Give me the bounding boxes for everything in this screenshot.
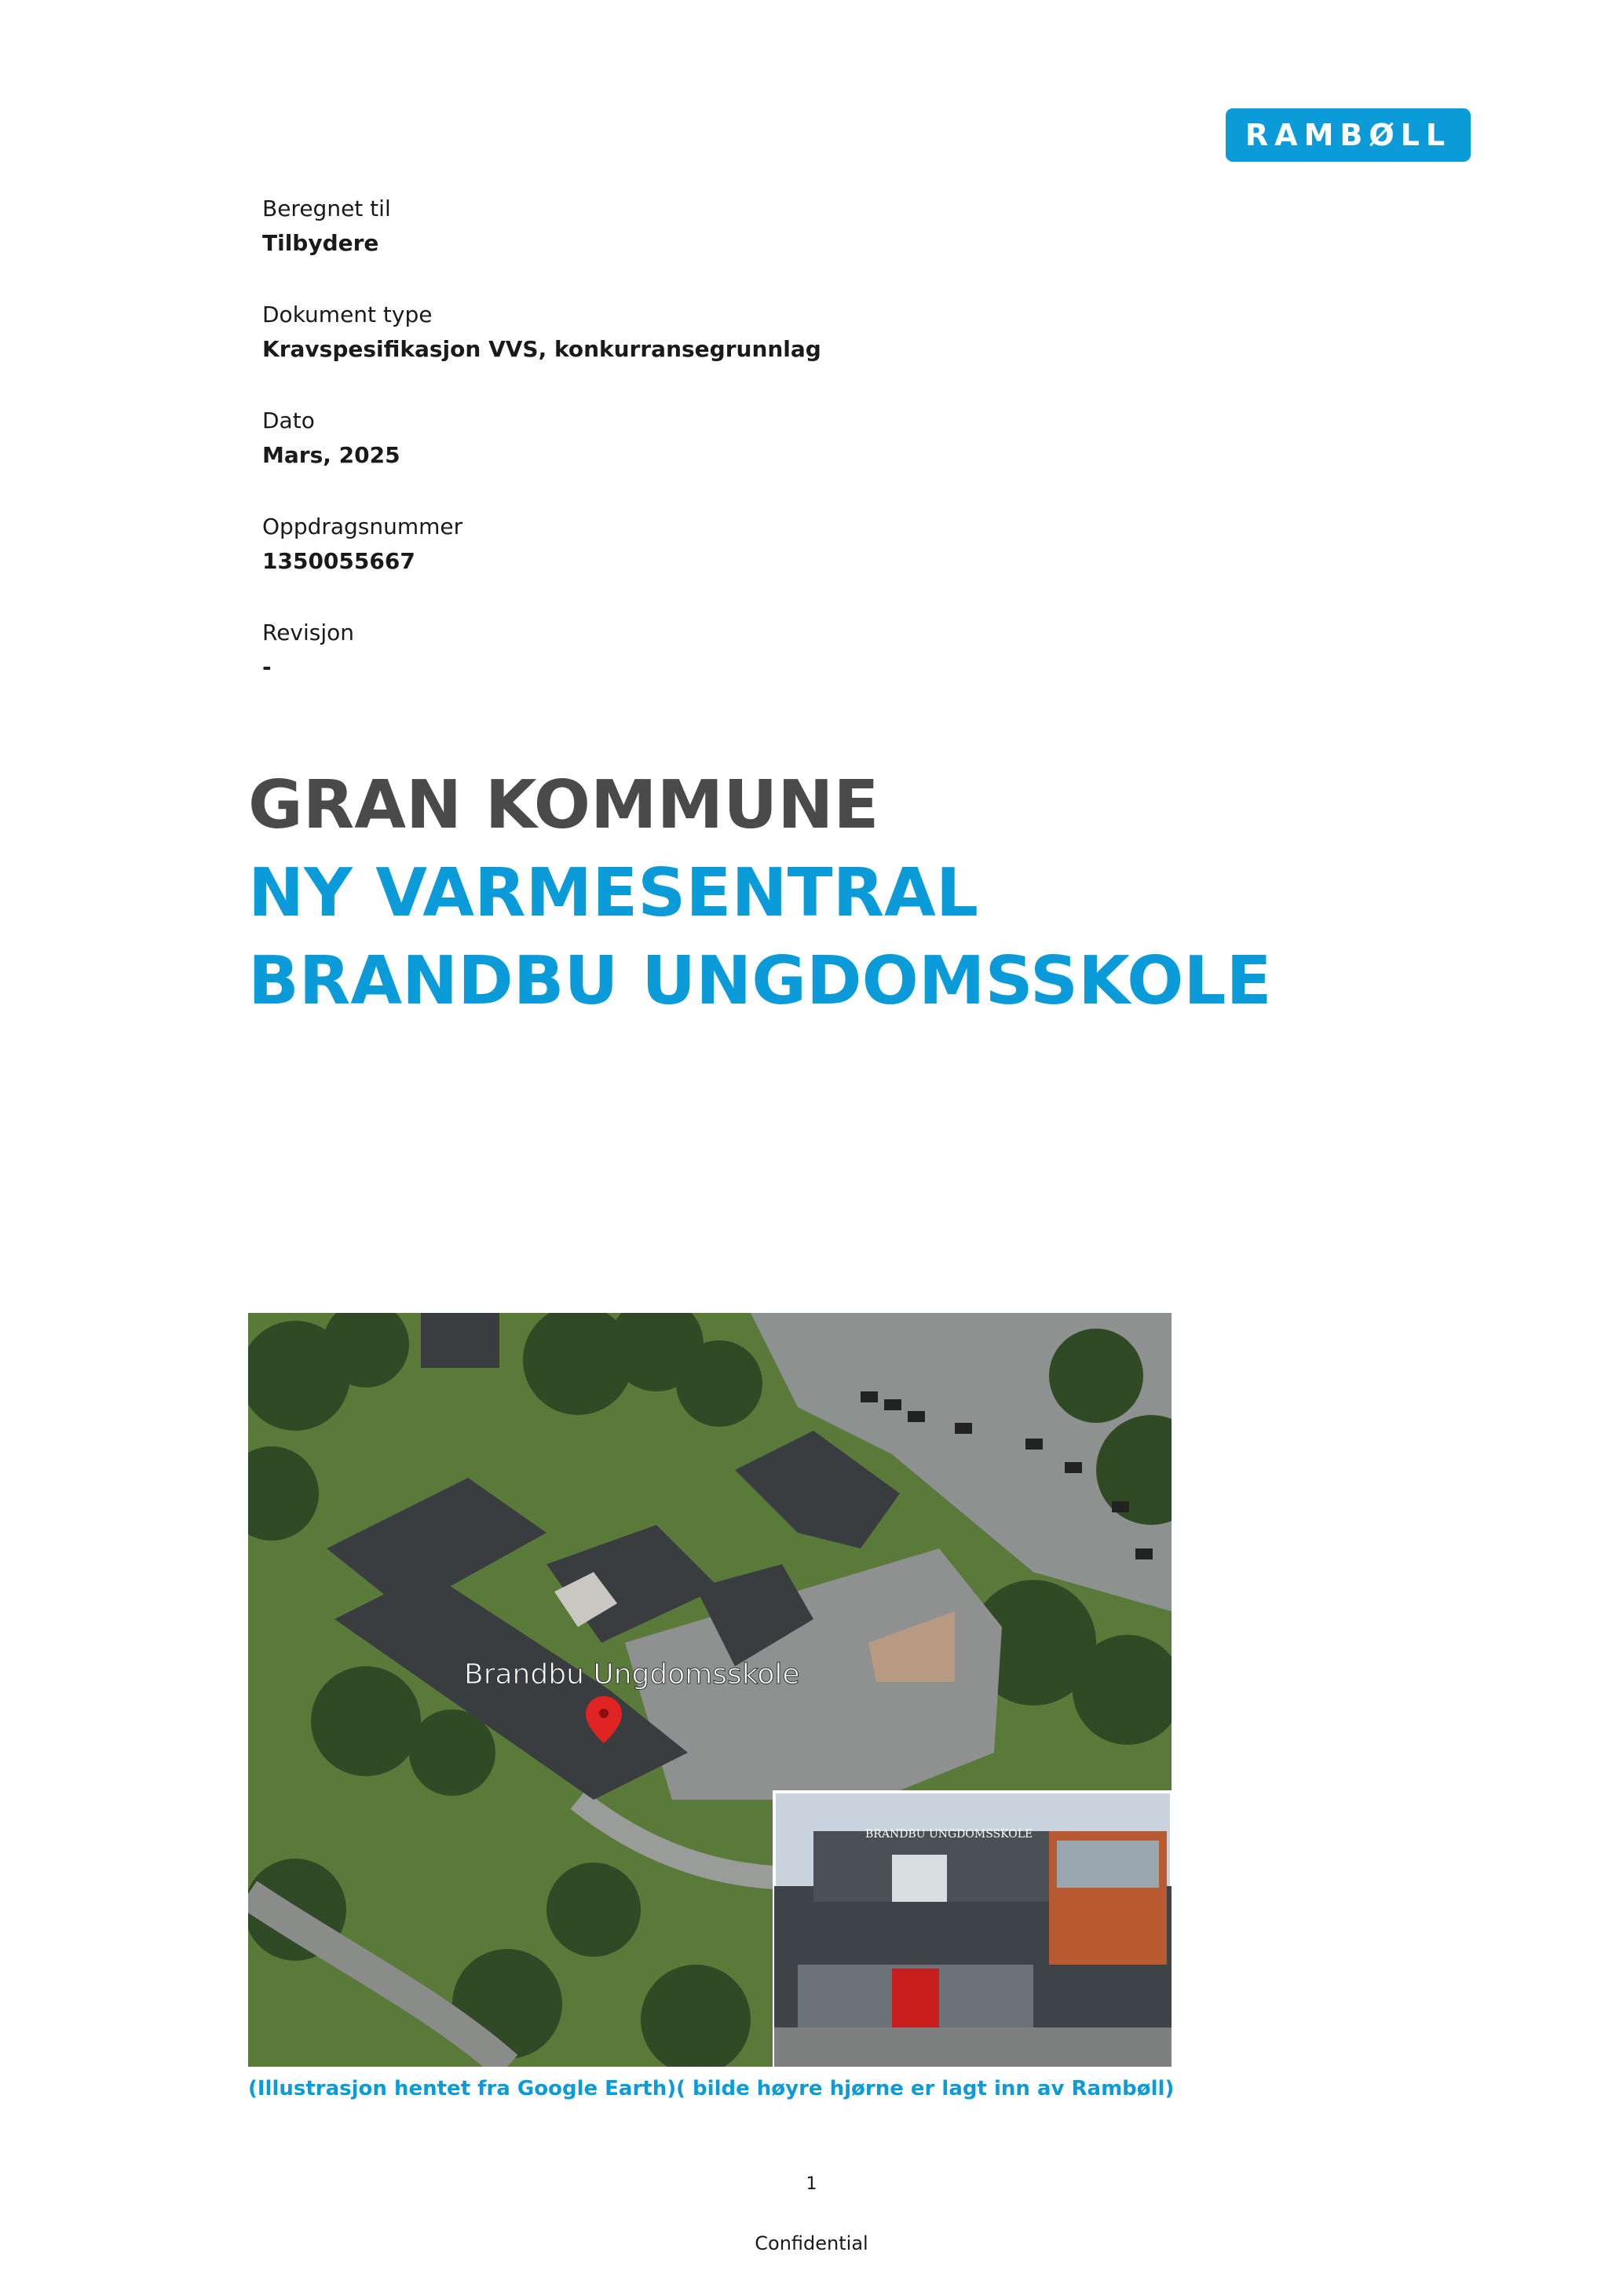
map-place-label: Brandbu Ungdomsskole (464, 1658, 800, 1691)
meta-label-assignment-number: Oppdragsnummer (262, 514, 463, 539)
meta-value-assignment-number: 1350055667 (262, 548, 415, 574)
confidentiality-label: Confidential (755, 2232, 868, 2254)
logo-text: RAMBØLL (1245, 118, 1452, 152)
meta-value-date: Mars, 2025 (262, 442, 400, 468)
meta-label-doc-type: Dokument type (262, 302, 433, 327)
meta-value-revision: - (262, 654, 272, 680)
meta-label-recipient: Beregnet til (262, 196, 391, 221)
figure-caption: (Illustrasjon hentet fra Google Earth)( bilde høyre hjørne er lagt inn av Rambøll) (248, 2077, 1175, 2100)
meta-label-date: Dato (262, 408, 315, 433)
ramboll-logo (1226, 108, 1471, 162)
page-number: 1 (806, 2174, 817, 2194)
title-project: NY VARMESENTRAL (248, 854, 978, 932)
document-meta (262, 192, 821, 722)
title-school: BRANDBU UNGDOMSSKOLE (248, 942, 1272, 1020)
meta-value-doc-type: Kravspesifikasjon VVS, konkurransegrunnlag (262, 336, 821, 362)
title-municipality: GRAN KOMMUNE (248, 766, 879, 844)
meta-label-revision: Revisjon (262, 620, 355, 645)
inset-building-photo (774, 1792, 1172, 2067)
aerial-photo (248, 1313, 1172, 2067)
document-title (248, 762, 1272, 1026)
inset-sign-text: BRANDBU UNGDOMSSKOLE (865, 1828, 1033, 1841)
meta-value-recipient: Tilbydere (262, 230, 379, 256)
